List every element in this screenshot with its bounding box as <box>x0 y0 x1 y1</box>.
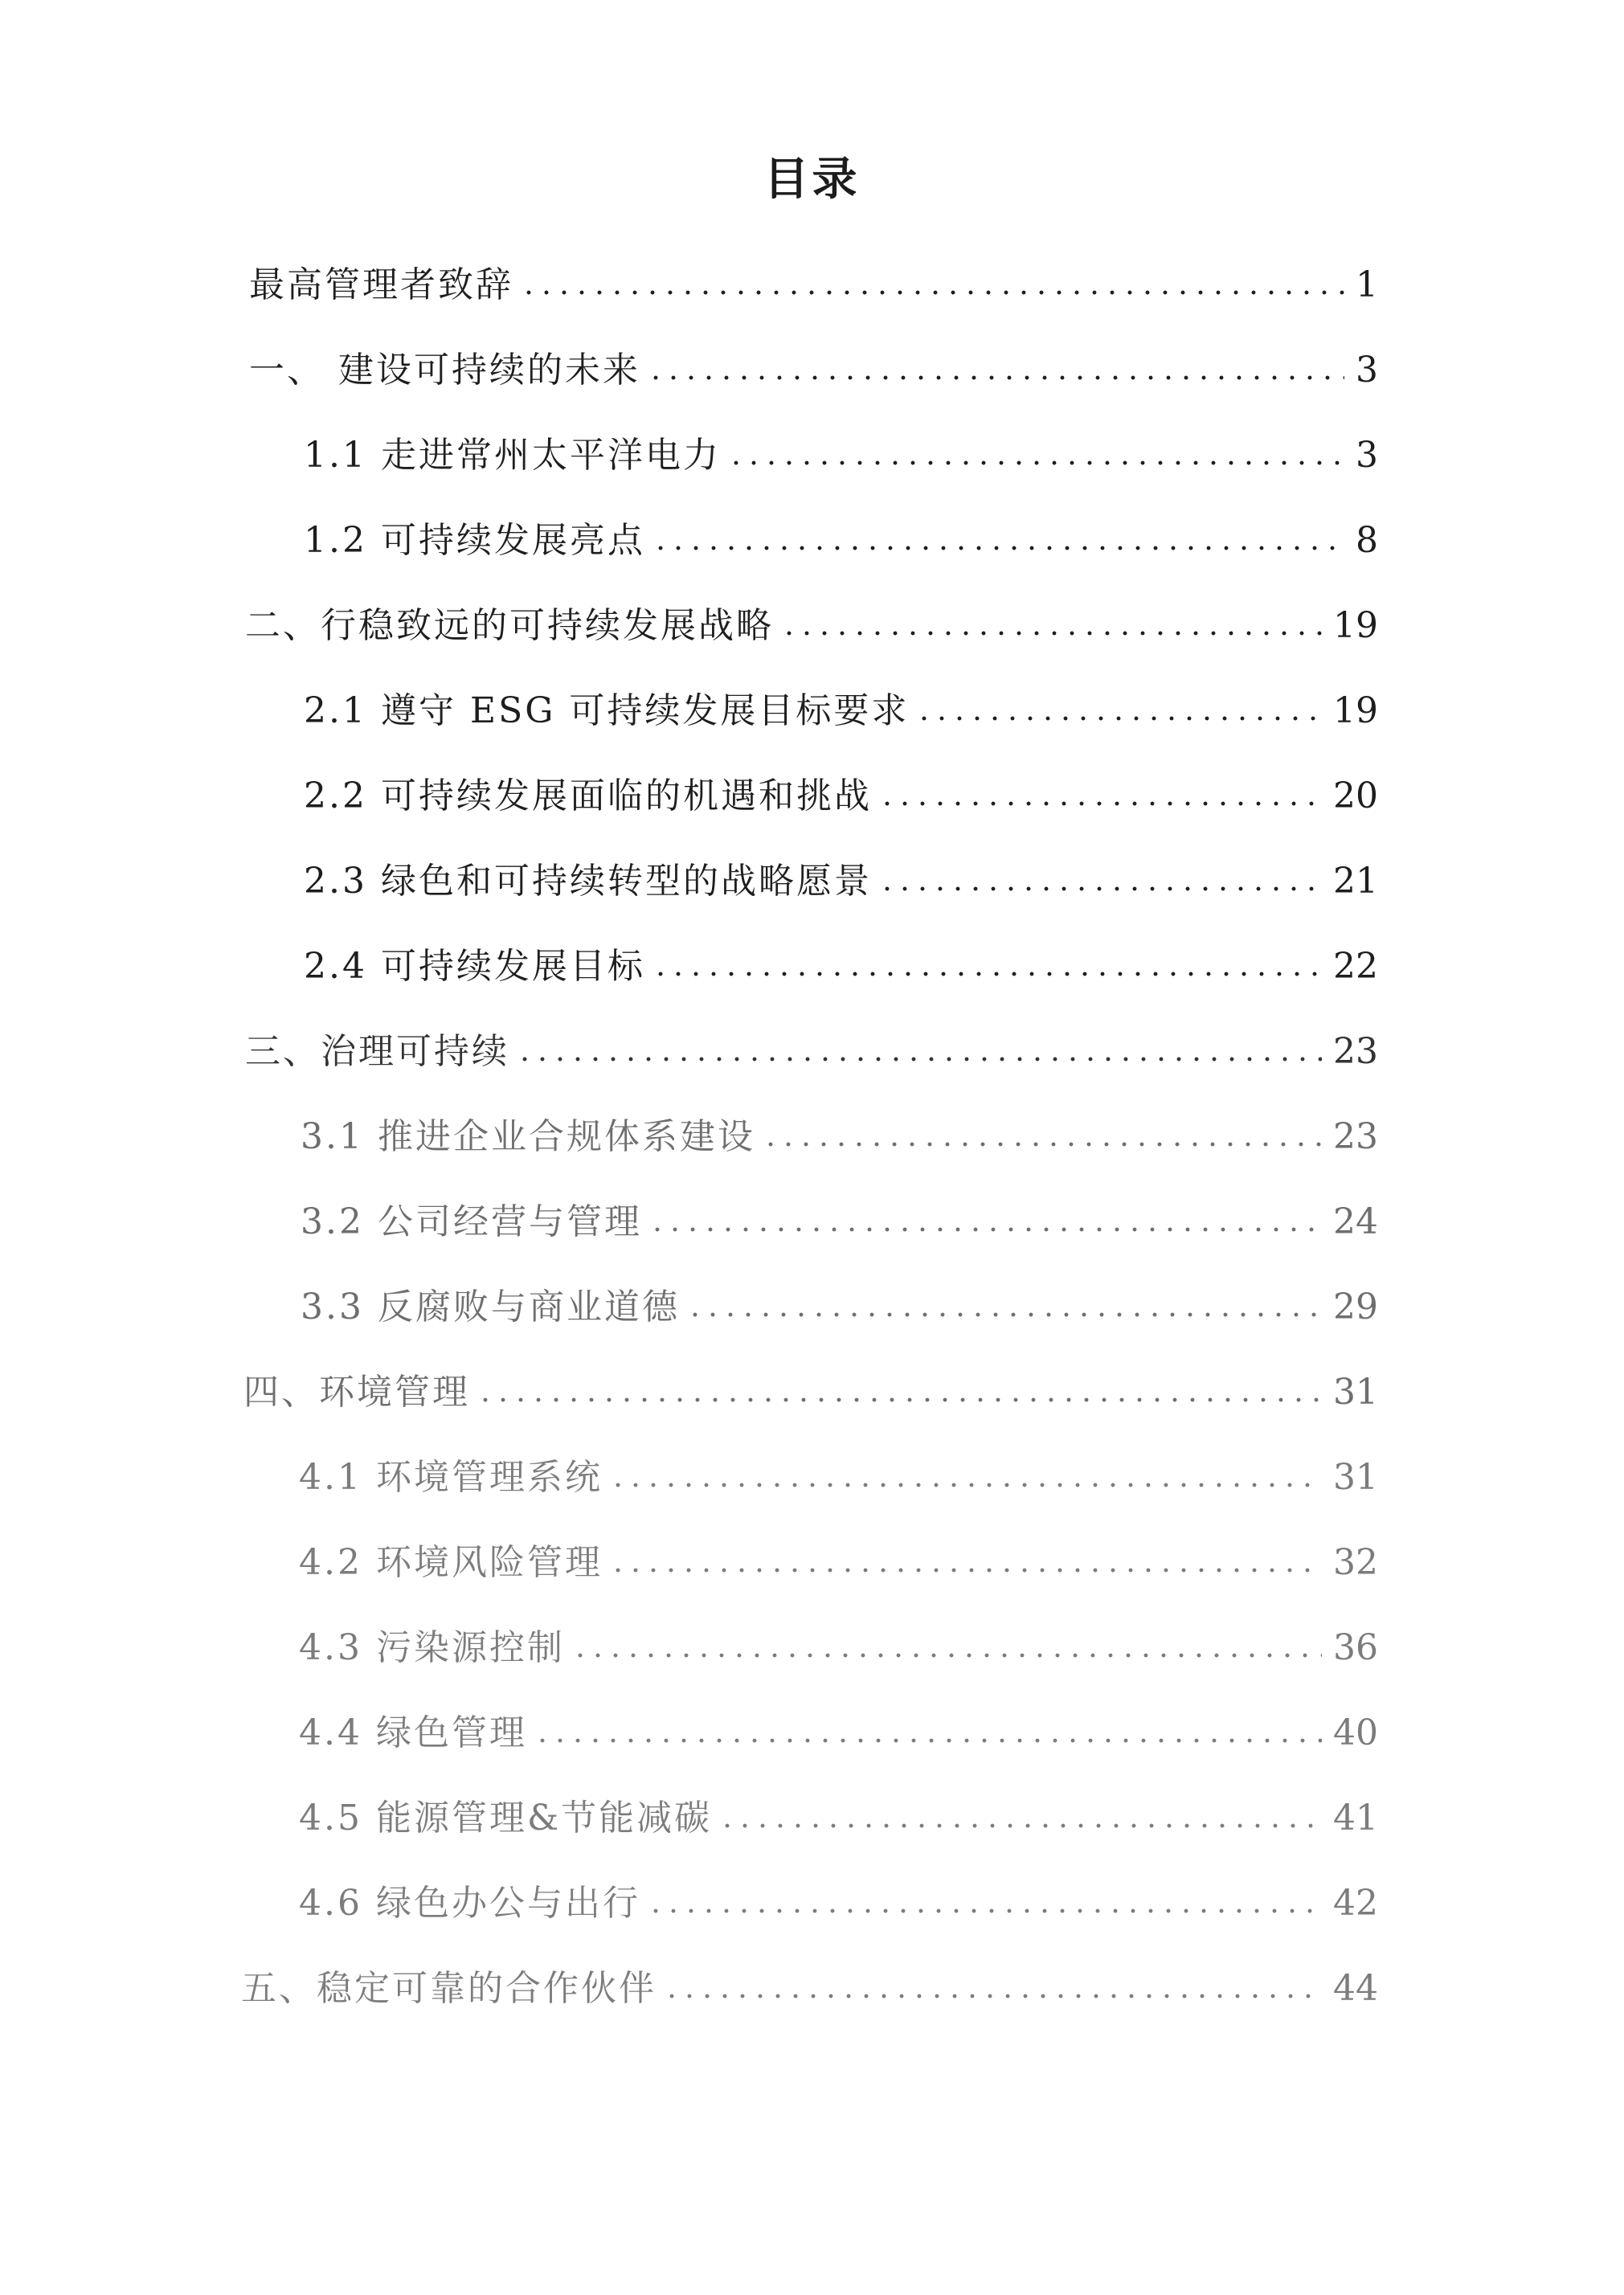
dot-leader <box>648 1225 1322 1233</box>
toc-entry-label: 3.1 推进企业合规体系建设 <box>301 1116 755 1157</box>
toc-entry-label: 2.1 遵守 ESG 可持续发展目标要求 <box>304 690 910 731</box>
dot-leader <box>878 800 1322 808</box>
toc-entry-label: 1.2 可持续发展亮点 <box>304 520 645 561</box>
toc-title: 目录 <box>763 153 861 206</box>
toc-entry <box>299 1880 1378 1928</box>
toc-entry <box>245 1028 1378 1076</box>
toc-entry-label: 3.3 反腐败与商业道德 <box>301 1287 680 1328</box>
toc-entry <box>299 1624 1378 1672</box>
dot-leader <box>571 1651 1322 1659</box>
dot-leader <box>516 1055 1322 1063</box>
dot-leader <box>534 1737 1322 1745</box>
toc-entry <box>299 1539 1378 1587</box>
toc-entry-page-number: 8 <box>1356 520 1378 561</box>
toc-entry <box>249 261 1378 309</box>
dot-leader <box>686 1311 1322 1319</box>
toc-entry <box>249 346 1378 395</box>
toc-entry-label: 4.4 绿色管理 <box>299 1712 527 1753</box>
dot-leader <box>647 374 1344 382</box>
toc-entry-page-number: 19 <box>1333 690 1378 731</box>
toc-entry-page-number: 42 <box>1333 1883 1378 1924</box>
toc-entry <box>299 1709 1378 1757</box>
dot-leader <box>727 459 1344 467</box>
toc-entry-page-number: 32 <box>1333 1542 1378 1583</box>
toc-entry-page-number: 1 <box>1356 264 1378 305</box>
toc-entry-page-number: 19 <box>1333 605 1378 646</box>
toc-entry <box>241 1965 1378 2013</box>
toc-entry <box>243 1368 1378 1417</box>
dot-leader <box>609 1481 1322 1489</box>
toc-entry-page-number: 23 <box>1333 1116 1378 1157</box>
toc-entry <box>304 517 1378 565</box>
toc-entry-label: 最高管理者致辞 <box>249 264 513 305</box>
toc-entry-label: 3.2 公司经营与管理 <box>301 1201 642 1242</box>
toc-entry-label: 4.5 能源管理&节能减碳 <box>299 1798 713 1839</box>
toc-entry <box>301 1113 1378 1161</box>
dot-leader <box>647 1907 1322 1915</box>
toc-entry-page-number: 36 <box>1333 1627 1378 1668</box>
toc-entry-page-number: 40 <box>1333 1712 1378 1753</box>
toc-entry-page-number: 21 <box>1333 861 1378 902</box>
toc-entry-page-number: 41 <box>1333 1798 1378 1839</box>
dot-leader <box>780 629 1322 637</box>
dot-leader <box>762 1140 1322 1148</box>
toc-entry <box>304 943 1378 991</box>
toc-entry-page-number: 31 <box>1333 1372 1378 1413</box>
toc-entry-label: 二、行稳致远的可持续发展战略 <box>245 605 774 646</box>
toc-entry <box>304 687 1378 735</box>
toc-entry-label: 1.1 走进常州太平洋电力 <box>304 435 721 476</box>
toc-entry-page-number: 20 <box>1333 775 1378 816</box>
dot-leader <box>878 885 1322 893</box>
toc-entry <box>301 1283 1378 1332</box>
toc-entry-page-number: 24 <box>1333 1201 1378 1242</box>
toc-entry-label: 4.1 环境管理系统 <box>299 1457 603 1498</box>
dot-leader <box>652 544 1344 552</box>
toc-entry <box>299 1794 1378 1843</box>
toc-entry-label: 一、 建设可持续的未来 <box>249 350 640 391</box>
toc-entry-label: 三、治理可持续 <box>245 1031 509 1072</box>
toc-entry-label: 2.2 可持续发展面临的机遇和挑战 <box>304 775 872 816</box>
dot-leader <box>663 1992 1322 2000</box>
toc-entry-label: 四、环境管理 <box>243 1372 470 1413</box>
toc-entry-page-number: 23 <box>1333 1031 1378 1072</box>
toc-entry-label: 五、稳定可靠的合作伙伴 <box>241 1968 657 2009</box>
toc-entry <box>304 432 1378 480</box>
toc-entry-label: 2.4 可持续发展目标 <box>304 946 645 987</box>
toc-entry <box>299 1454 1378 1502</box>
toc-entry-page-number: 31 <box>1333 1457 1378 1498</box>
toc-entry-label: 2.3 绿色和可持续转型的战略愿景 <box>304 861 872 902</box>
toc-entry <box>301 1198 1378 1246</box>
dot-leader <box>520 288 1344 297</box>
dot-leader <box>477 1396 1322 1404</box>
toc-entry-page-number: 29 <box>1333 1287 1378 1328</box>
dot-leader <box>718 1822 1322 1830</box>
toc-entry-page-number: 3 <box>1356 435 1378 476</box>
dot-leader <box>652 970 1322 978</box>
dot-leader <box>609 1566 1322 1574</box>
toc-entry-page-number: 44 <box>1333 1968 1378 2009</box>
toc-entry-label: 4.3 污染源控制 <box>299 1627 565 1668</box>
toc-entry-label: 4.2 环境风险管理 <box>299 1542 603 1583</box>
toc-entry <box>304 857 1378 906</box>
toc-entry <box>304 772 1378 820</box>
dot-leader <box>915 714 1322 722</box>
toc-entry-page-number: 3 <box>1356 350 1378 391</box>
toc-entry-page-number: 22 <box>1333 946 1378 987</box>
toc-entry <box>245 602 1378 650</box>
toc-entry-label: 4.6 绿色办公与出行 <box>299 1883 640 1924</box>
